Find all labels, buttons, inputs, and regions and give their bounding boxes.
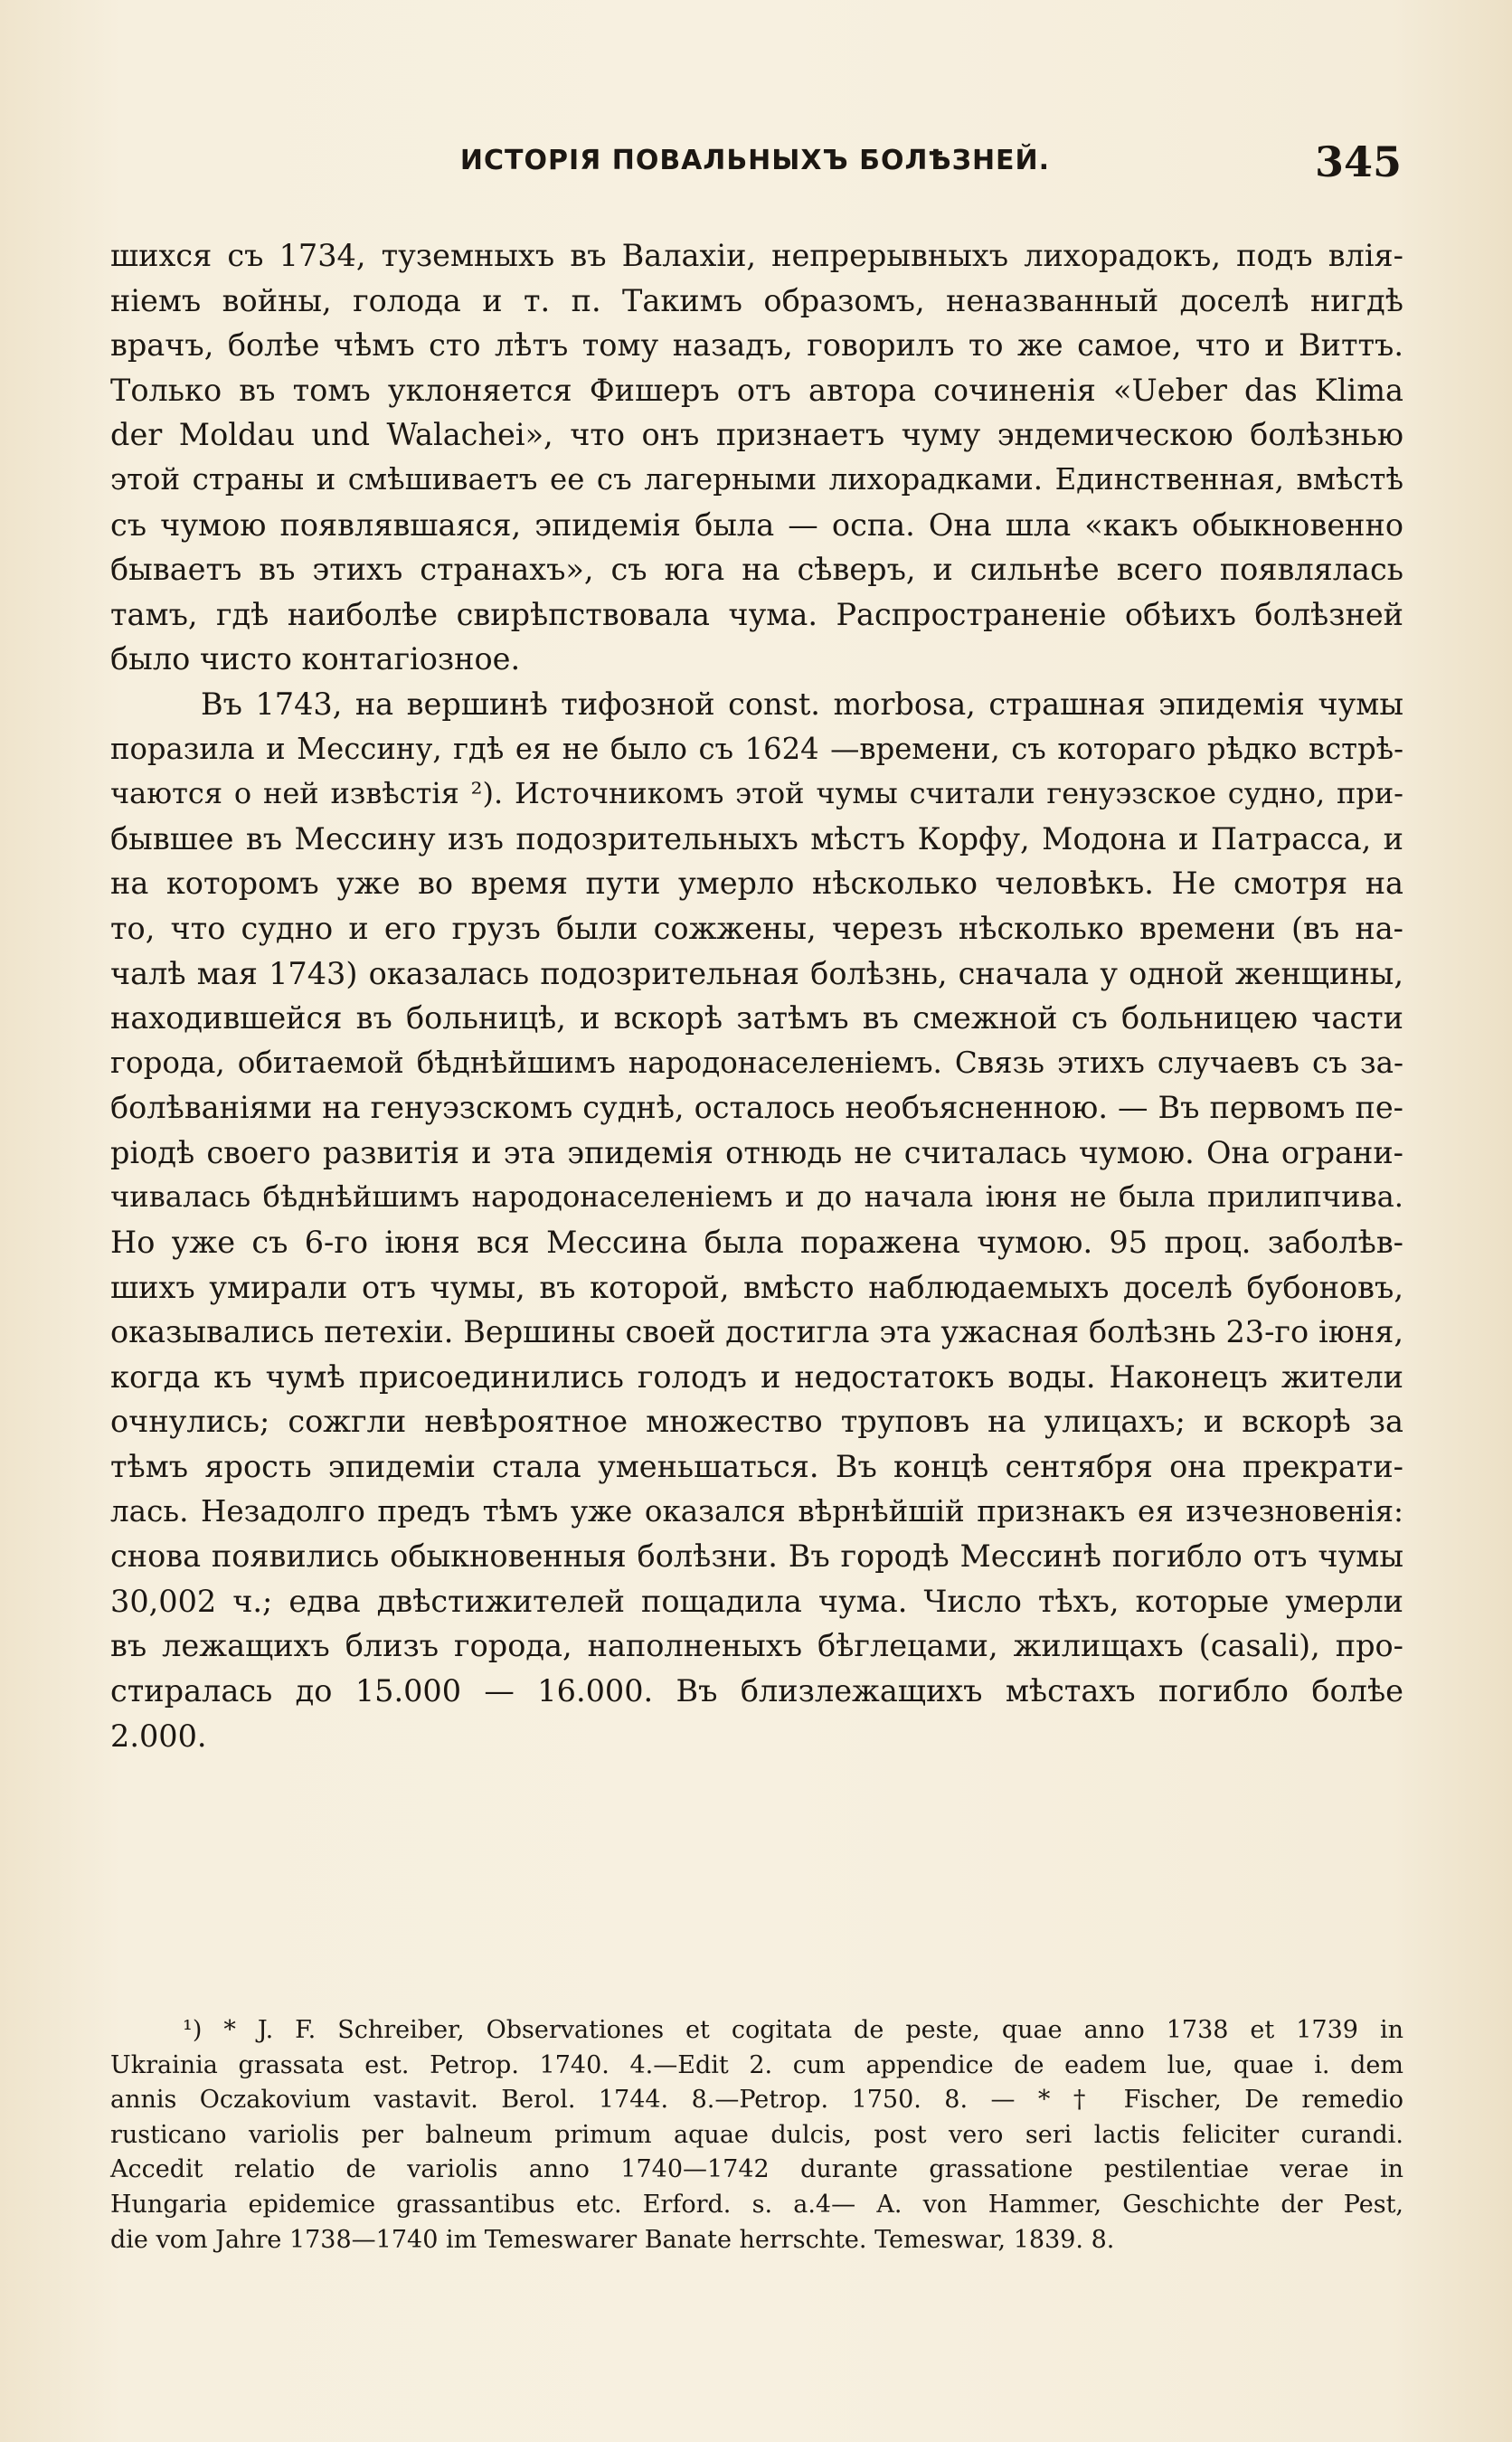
text-line: на которомъ уже во время пути умерло нѣсколько человѣкъ. Не смотря на [110,866,1403,902]
text-line: поразила и Мессину, гдѣ ея не было съ 1624 —времени, съ котораго рѣдко встрѣ- [110,731,1403,766]
text-line: ніемъ войны, голода и т. п. Такимъ образомъ, неназванный доселѣ нигдѣ [110,282,1403,318]
text-line: чалѣ мая 1743) оказалась подозрительная болѣзнь, сначала у одной женщины, [110,955,1403,991]
text-line: города, обитаемой бѣднѣйшимъ народонаселеніемъ. Связь этихъ случаевъ съ за- [110,1045,1403,1080]
text-line: оказывались петехіи. Вершины своей достигла эта ужасная болѣзнь 23-го іюня, [110,1314,1403,1350]
footnote-line: annis Oczakovium vastavit. Berol. 1744. 8.—Petrop. 1750. 8. — * † Fischer, De remedio [110,2086,1403,2115]
footnote-line: Accedit relatio de variolis anno 1740—1742 durante grassatione pestilentiae verae in [110,2155,1403,2184]
text-line: въ лежащихъ близъ города, наполненыхъ бѣглецами, жилищахъ (casali), про- [110,1628,1403,1664]
paragraph-start-line: Въ 1743, на вершинѣ тифозной const. morbosa, страшная эпидемія чумы [201,686,1403,722]
footnote-line: Ukrainia grassata est. Petrop. 1740. 4.—Edit 2. cum appendice de eadem lue, quae i. dem [110,2050,1403,2079]
text-line: врачъ, болѣе чѣмъ сто лѣтъ тому назадъ, говорилъ то же самое, что и Виттъ. [110,327,1403,364]
text-line: бывшее въ Мессину изъ подозрительныхъ мѣстъ Корфу, Модона и Патрасса, и [110,820,1403,857]
text-line: когда къ чумѣ присоединились голодъ и недостатокъ воды. Наконецъ жители [110,1358,1403,1395]
text-line: ріодѣ своего развитія и эта эпидемія отнюдь не считалась чумою. Она ограни- [110,1134,1403,1170]
text-line: шихъ умирали отъ чумы, въ которой, вмѣсто наблюдаемыхъ доселѣ бубоновъ, [110,1269,1403,1305]
text-line: Но уже съ 6-го іюня вся Мессина была поражена чумою. 95 проц. заболѣв- [110,1225,1403,1261]
body-text [110,233,1403,1758]
text-line: находившейся въ больницѣ, и вскорѣ затѣмъ въ смежной съ больницею части [110,1000,1403,1036]
page-number: 345 [1314,137,1402,186]
footnote-line: rusticano variolis per balneum primum aquae dulcis, post vero seri lactis feliciter curandi. [110,2120,1403,2149]
page-header [109,136,1402,190]
text-line: чивалась бѣднѣйшимъ народонаселеніемъ и до начала іюня не была прилипчива. [110,1179,1403,1215]
text-line: лась. Незадолго предъ тѣмъ уже оказался вѣрнѣйшій признакъ ея изчезновенія: [110,1493,1403,1529]
text-line: 2.000. [110,1718,207,1754]
text-line: Только въ томъ уклоняется Фишеръ отъ автора сочиненія «Ueber das Klima [110,372,1403,408]
text-line: 30,002 ч.; едва двѣстижителей пощадила чума. Число тѣхъ, которые умерли [110,1583,1403,1619]
text-line: тамъ, гдѣ наиболѣе свирѣпствовала чума. Распространеніе обѣихъ болѣзней [110,596,1403,632]
text-line: der Moldau und Walachei», что онъ признаетъ чуму эндемическою болѣзнью [110,417,1403,453]
footnote-line: Hungaria epidemice grassantibus etc. Erford. s. a.4— A. von Hammer, Geschichte der Pest, [110,2190,1403,2219]
footnote-line: ¹) * J. F. Schreiber, Observationes et cogitata de peste, quae anno 1738 et 1739 in [183,2016,1403,2044]
text-line: съ чумою появлявшаяся, эпидемія была — оспа. Она шла «какъ обыкновенно [110,506,1403,543]
text-line: тѣмъ ярость эпидеміи стала уменьшаться. Въ концѣ сентября она прекрати- [110,1449,1403,1485]
text-line: то, что судно и его грузъ были сожжены, черезъ нѣсколько времени (въ на- [110,910,1403,946]
running-title: ИСТОРІЯ ПОВАЛЬНЫХЪ БОЛѢЗНЕЙ. [459,145,1051,176]
text-line: болѣваніями на генуэзскомъ суднѣ, осталось необъясненною. — Въ первомъ пе- [110,1090,1403,1126]
text-line: чаются о ней извѣстія ²). Источникомъ этой чумы считали генуэзское судно, при- [110,776,1403,811]
text-line: очнулись; сожгли невѣроятное множество труповъ на улицахъ; и вскорѣ за [110,1404,1403,1440]
text-line: было чисто контагіозное. [110,641,521,677]
footnote-line: die vom Jahre 1738—1740 im Temeswarer Banate herrschte. Temeswar, 1839. 8. [110,2225,1115,2254]
text-line: стиралась до 15.000 — 16.000. Въ близлежащихъ мѣстахъ погибло болѣе [110,1673,1403,1708]
text-line: шихся съ 1734, туземныхъ въ Валахіи, непрерывныхъ лихорадокъ, подъ влія- [110,238,1403,273]
footnotes [110,2013,1403,2257]
text-line: этой страны и смѣшиваетъ ее съ лагерными лихорадками. Единственная, вмѣстѣ [110,461,1403,497]
text-line: снова появились обыкновенныя болѣзни. Въ городѣ Мессинѣ погибло отъ чумы [110,1538,1403,1575]
text-line: бываетъ въ этихъ странахъ», съ юга на сѣверъ, и сильнѣе всего появлялась [110,552,1403,588]
